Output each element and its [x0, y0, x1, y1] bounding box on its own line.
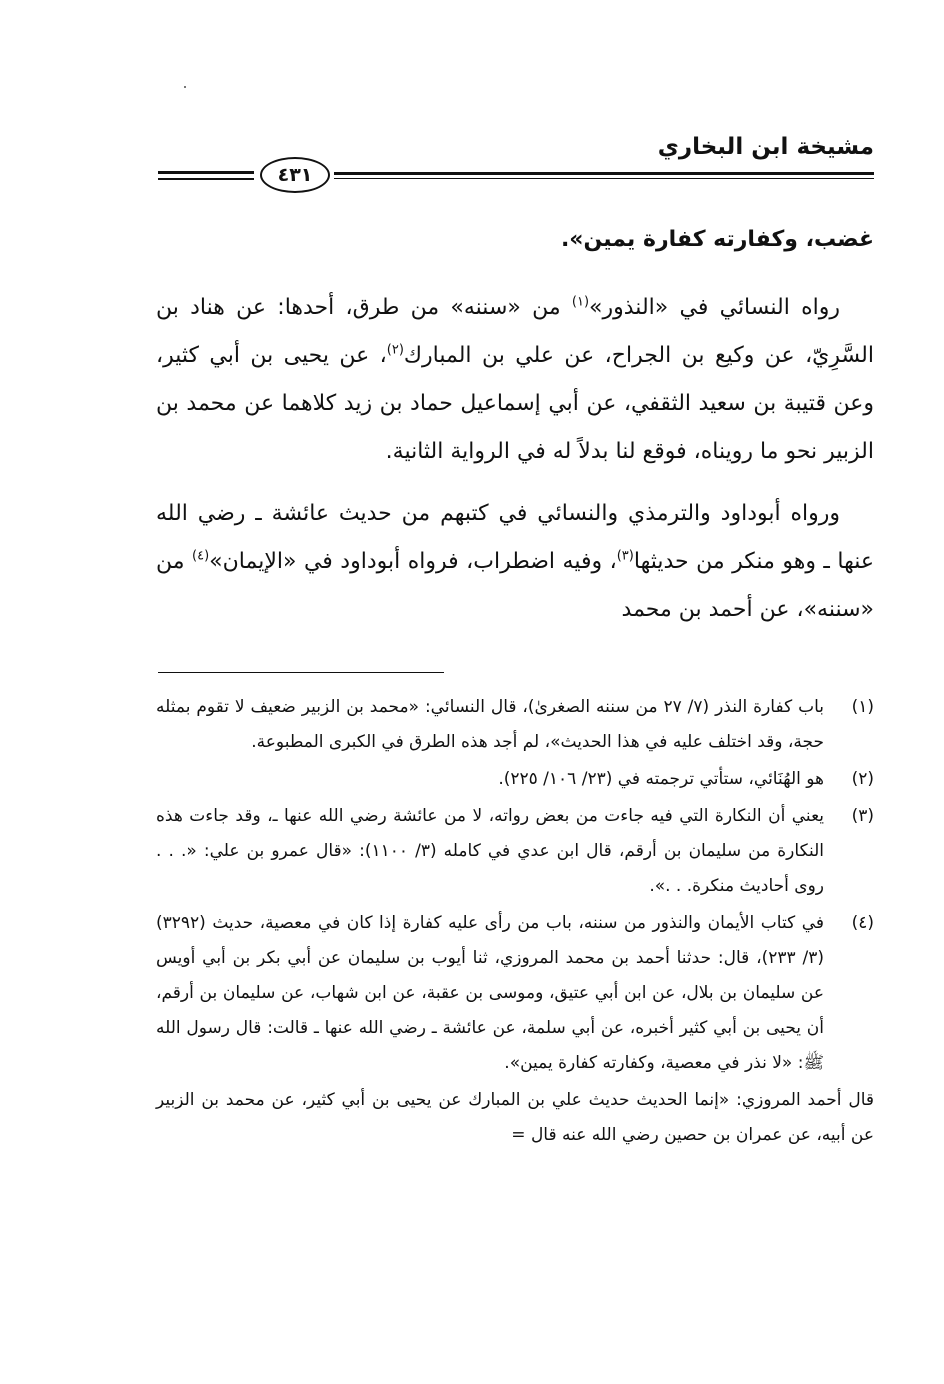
paragraph-1: غضب، وكفارته كفارة يمين».: [560, 227, 874, 252]
footnote-ref-4: (٤): [192, 548, 210, 564]
page-header: [158, 132, 874, 192]
footnote-item: [156, 762, 874, 797]
footnote-ref-2: (٢): [386, 342, 404, 358]
footnote-text: باب كفارة النذر (٧/ ٢٧ من سننه الصغرىٰ)، قال النسائي: «محمد بن الزبير ضعيف لا تقوم بمثله حجة، وقد اختلف عليه في هذا الحديث»، لم أجد هذه الطرق في الكبرى المطبوعة.: [156, 697, 824, 752]
paragraph-3-text-3: من «سننه»، عن أحمد بن محمد: [156, 549, 874, 622]
footnote-number: (٣): [851, 806, 874, 826]
header-rule-left-thin: [158, 178, 254, 180]
footnote-item: [156, 799, 874, 904]
main-text: [156, 216, 874, 634]
footnote-text: هو الهُنَائي، ستأتي ترجمته في (٢٣/ ١٠٦/ ٢٢٥).: [498, 769, 824, 789]
header-rule-thick: [334, 172, 874, 175]
paragraph-3: [156, 490, 874, 634]
footnote-number: (١): [851, 697, 874, 717]
footnote-item: [156, 906, 874, 1081]
paragraph-2-text-3: ، عن يحيى بن أبي كثير، وعن قتيبة بن سعيد الثقفي، عن أبي إسماعيل حماد بن زيد كلاهما عن محمد بن الزبير نحو ما رويناه، فوقع لنا بدلاً له في الرواية الثانية.: [156, 343, 874, 464]
paragraph-3-text-2: ، وفيه اضطراب، فرواه أبوداود في «الإيمان»: [209, 549, 617, 574]
header-rule-thin: [334, 178, 874, 179]
footnotes: [156, 690, 874, 1153]
paragraph-2: [156, 284, 874, 476]
paragraph-2-text-1: رواه النسائي في «النذور»: [589, 295, 840, 320]
footnote-ref-3: (٣): [616, 548, 634, 564]
footnote-number: (٤): [851, 913, 874, 933]
footnote-ref-1: (١): [571, 294, 590, 310]
footnote-text: في كتاب الأيمان والنذور من سننه، باب من رأى عليه كفارة إذا كان في معصية، حديث (٣٢٩٢) (٣/ ٢٣٣)، قال: حدثنا أحمد بن محمد المروزي، ثنا أيوب بن سليمان عن أبي بكر بن أبي أويس عن سليمان بن بلال، عن ابن أبي عتيق، وموسى بن عقبة، عن ابن شهاب، عن سليمان بن أرقم، أن يحيى بن أبي كثير أخبره، عن أبي سلمة، عن عائشة ـ رضي الله عنها ـ قالت: قال رسول الله ﷺ: «لا نذر في معصية، وكفارته كفارة يمين».: [156, 913, 824, 1073]
footnote-item: [156, 690, 874, 760]
page-number: ٤٣١: [260, 157, 330, 193]
footnote-separator: [158, 672, 444, 673]
speck: [184, 86, 186, 88]
book-title: مشيخة ابن البخاري: [657, 134, 874, 160]
footnote-text: يعني أن النكارة التي فيه جاءت من بعض رواته، لا من عائشة رضي الله عنها ـ، وقد جاءت هذه النكارة من سليمان بن أرقم، قال ابن عدي في كامله (٣/ ١١٠٠): «قال عمرو بن علي: «. . . روى أحاديث منكرة. . .».: [156, 806, 824, 896]
footnote-number: (٢): [851, 769, 874, 789]
paragraph-2-text-2: من «سننه» من طرق، أحدها: عن هناد بن السَّرِيّ، عن وكيع بن الجراح، عن علي بن المبارك: [156, 295, 874, 368]
footnote-continuation: قال أحمد المروزي: «إنما الحديث حديث علي بن المبارك عن يحيى بن أبي كثير، عن محمد بن الزبير عن أبيه، عن عمران بن حصين رضي الله عنه قال =: [156, 1090, 874, 1145]
header-rule-left: [158, 171, 254, 174]
paragraph-3-text-1: ورواه أبوداود والترمذي والنسائي في كتبهم من حديث عائشة ـ رضي الله عنها ـ وهو منكر من حديثها: [156, 501, 874, 574]
